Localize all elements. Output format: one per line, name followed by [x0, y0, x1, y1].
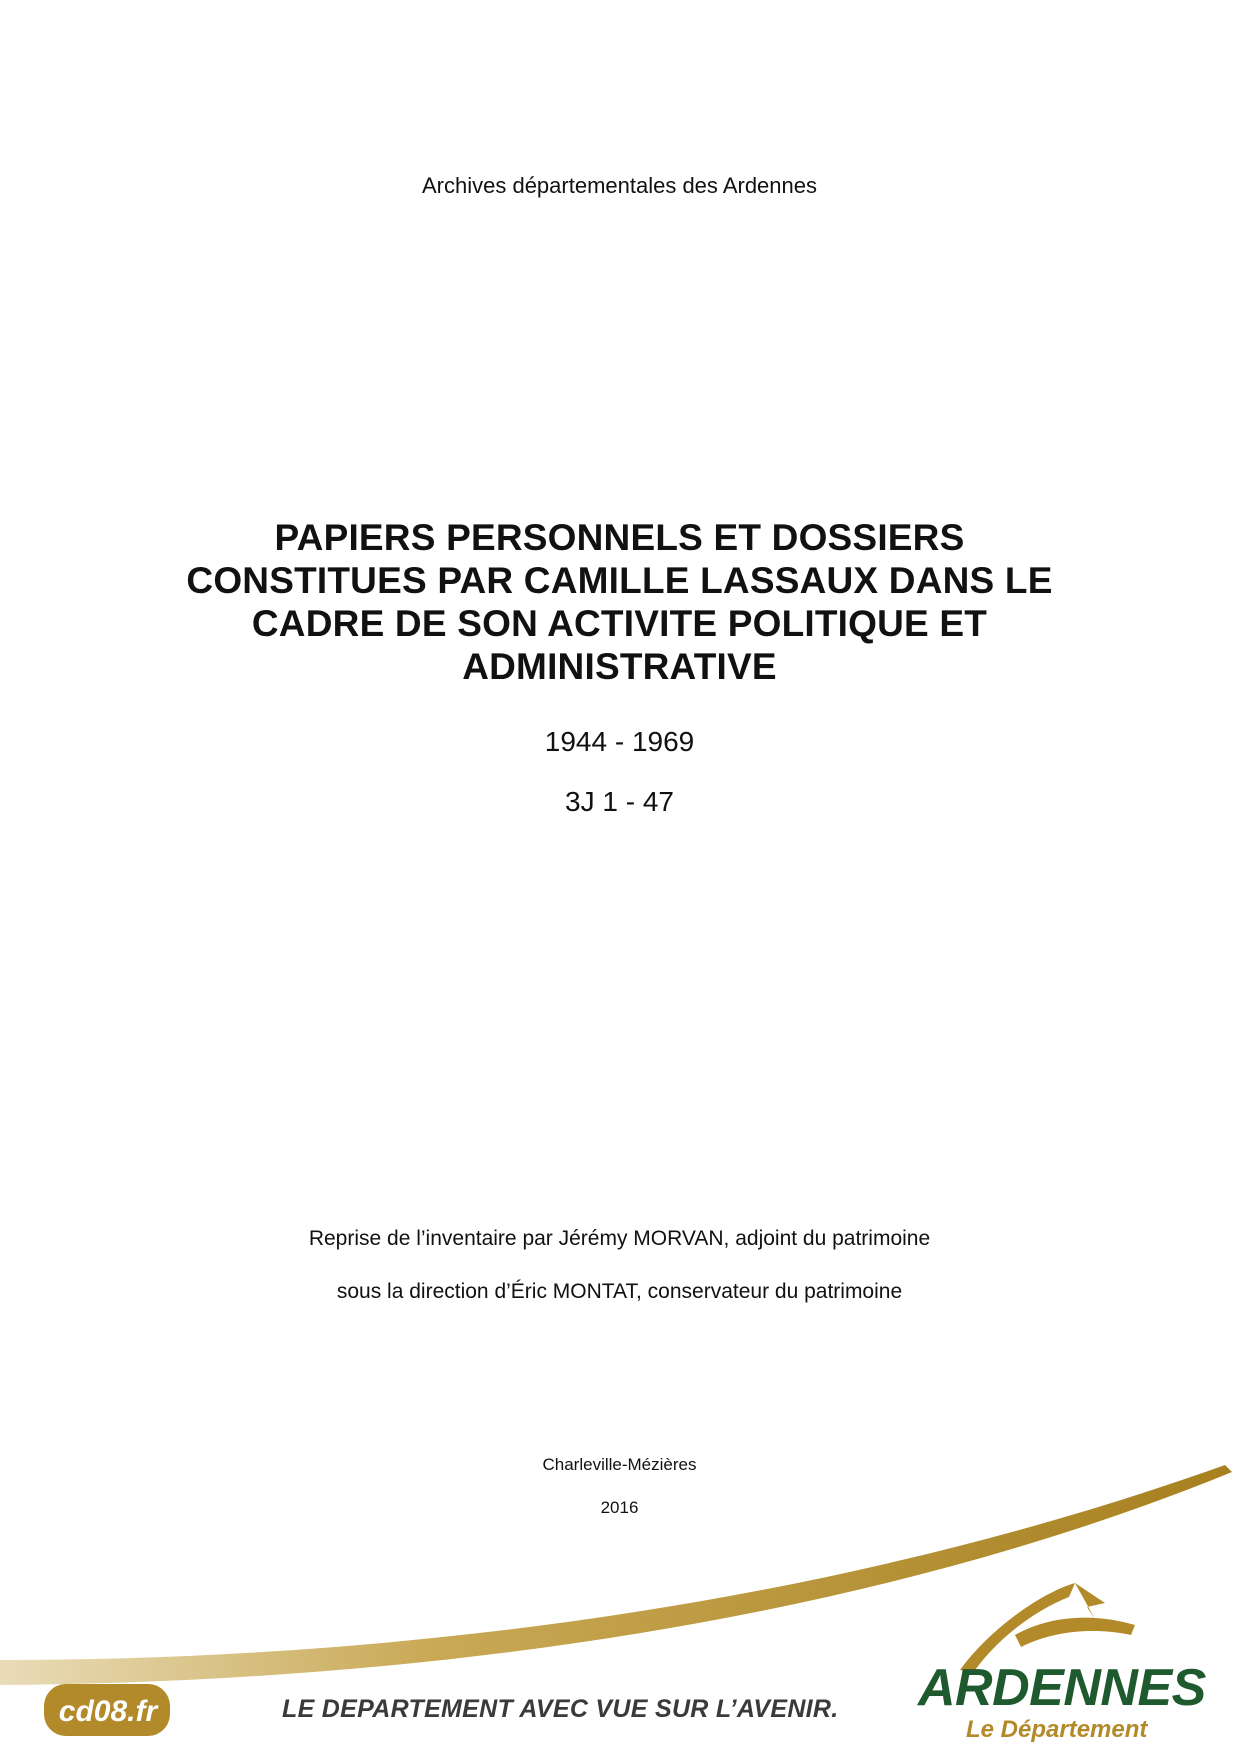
- credit-direction: sous la direction d’Éric MONTAT, conservateur du patrimoine: [336, 1280, 903, 1303]
- title-line: ADMINISTRATIVE: [462, 646, 777, 687]
- document-title: [150, 516, 1089, 688]
- title-line: PAPIERS PERSONNELS ET DOSSIERS: [274, 517, 965, 558]
- ardennes-brand-subtitle: Le Département: [966, 1716, 1148, 1743]
- place-of-publication: Charleville-Mézières: [542, 1455, 697, 1474]
- slogan: LE DEPARTEMENT AVEC VUE SUR L’AVENIR.: [282, 1695, 839, 1723]
- credit-author: Reprise de l’inventaire par Jérémy MORVAN, adjoint du patrimoine: [308, 1227, 931, 1250]
- institution-header: Archives départementales des Ardennes: [421, 173, 817, 198]
- publication-year: 2016: [600, 1498, 639, 1517]
- ardennes-brand-name: ARDENNES: [918, 1659, 1206, 1717]
- cd08-text: cd08.fr: [58, 1695, 158, 1728]
- title-line: CADRE DE SON ACTIVITE POLITIQUE ET: [251, 603, 988, 644]
- archive-reference: 3J 1 - 47: [565, 786, 674, 817]
- title-line: CONSTITUES PAR CAMILLE LASSAUX DANS LE: [186, 560, 1053, 601]
- date-range: 1944 - 1969: [544, 726, 695, 757]
- cd08-website-logo[interactable]: [44, 1684, 170, 1736]
